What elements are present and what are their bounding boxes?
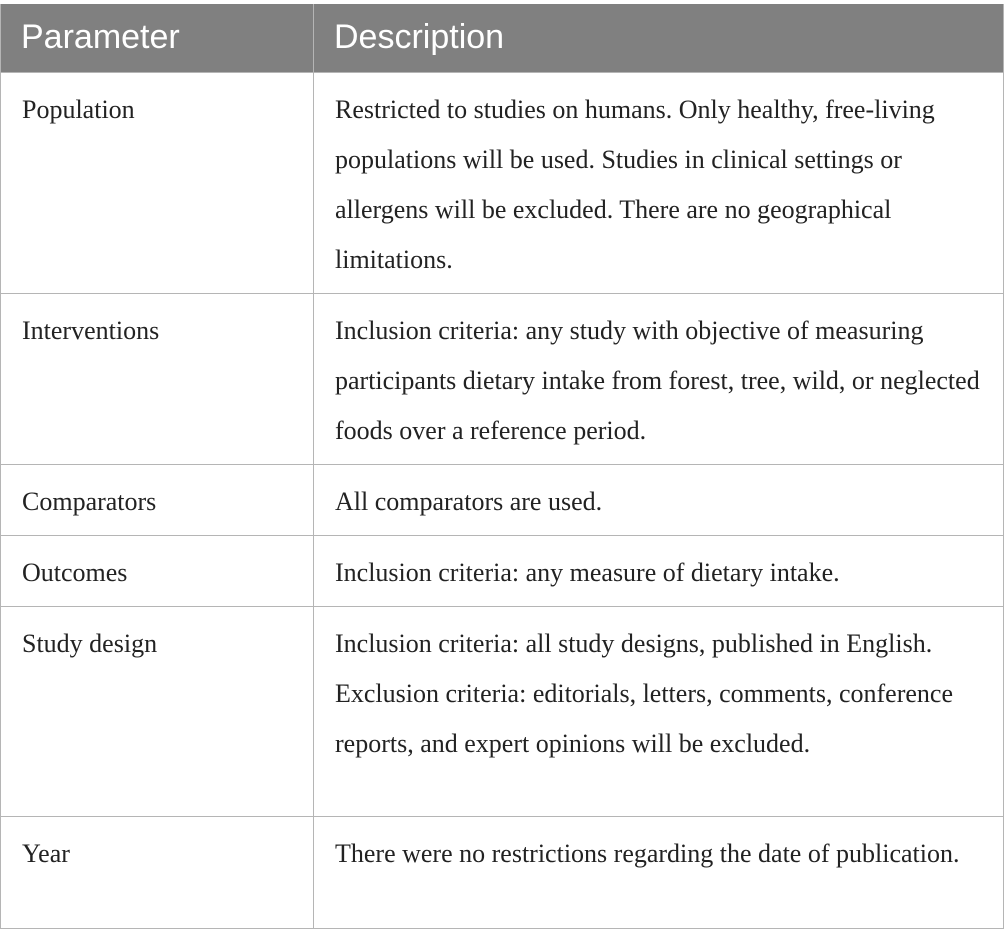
row-description: Inclusion criteria: any study with objective of measuring participants dietary intake from forest, tree, wild, or neglected foods over a reference period. xyxy=(314,293,1004,464)
header-description: Description xyxy=(314,4,1004,72)
table-row xyxy=(1,606,1004,816)
table-row xyxy=(1,816,1004,928)
row-description: Restricted to studies on humans. Only healthy, free-living populations will be used. Studies in clinical settings or allergens will be excluded. There are no geographical limitations. xyxy=(314,72,1004,293)
row-description: There were no restrictions regarding the date of publication. xyxy=(314,816,1004,928)
row-description: Inclusion criteria: all study designs, published in English. Exclusion criteria: editorials, letters, comments, conference reports, and expert opinions will be excluded. xyxy=(314,606,1004,816)
table-row xyxy=(1,535,1004,606)
row-parameter: Outcomes xyxy=(1,535,314,606)
pico-criteria-table xyxy=(0,4,1004,929)
row-description: Inclusion criteria: any measure of dietary intake. xyxy=(314,535,1004,606)
header-parameter: Parameter xyxy=(1,4,314,72)
table-row xyxy=(1,293,1004,464)
row-parameter: Comparators xyxy=(1,464,314,535)
table-header-row xyxy=(1,4,1004,72)
row-parameter: Interventions xyxy=(1,293,314,464)
row-parameter: Study design xyxy=(1,606,314,816)
row-parameter: Population xyxy=(1,72,314,293)
row-description: All comparators are used. xyxy=(314,464,1004,535)
table-row xyxy=(1,464,1004,535)
table-row xyxy=(1,72,1004,293)
row-parameter: Year xyxy=(1,816,314,928)
